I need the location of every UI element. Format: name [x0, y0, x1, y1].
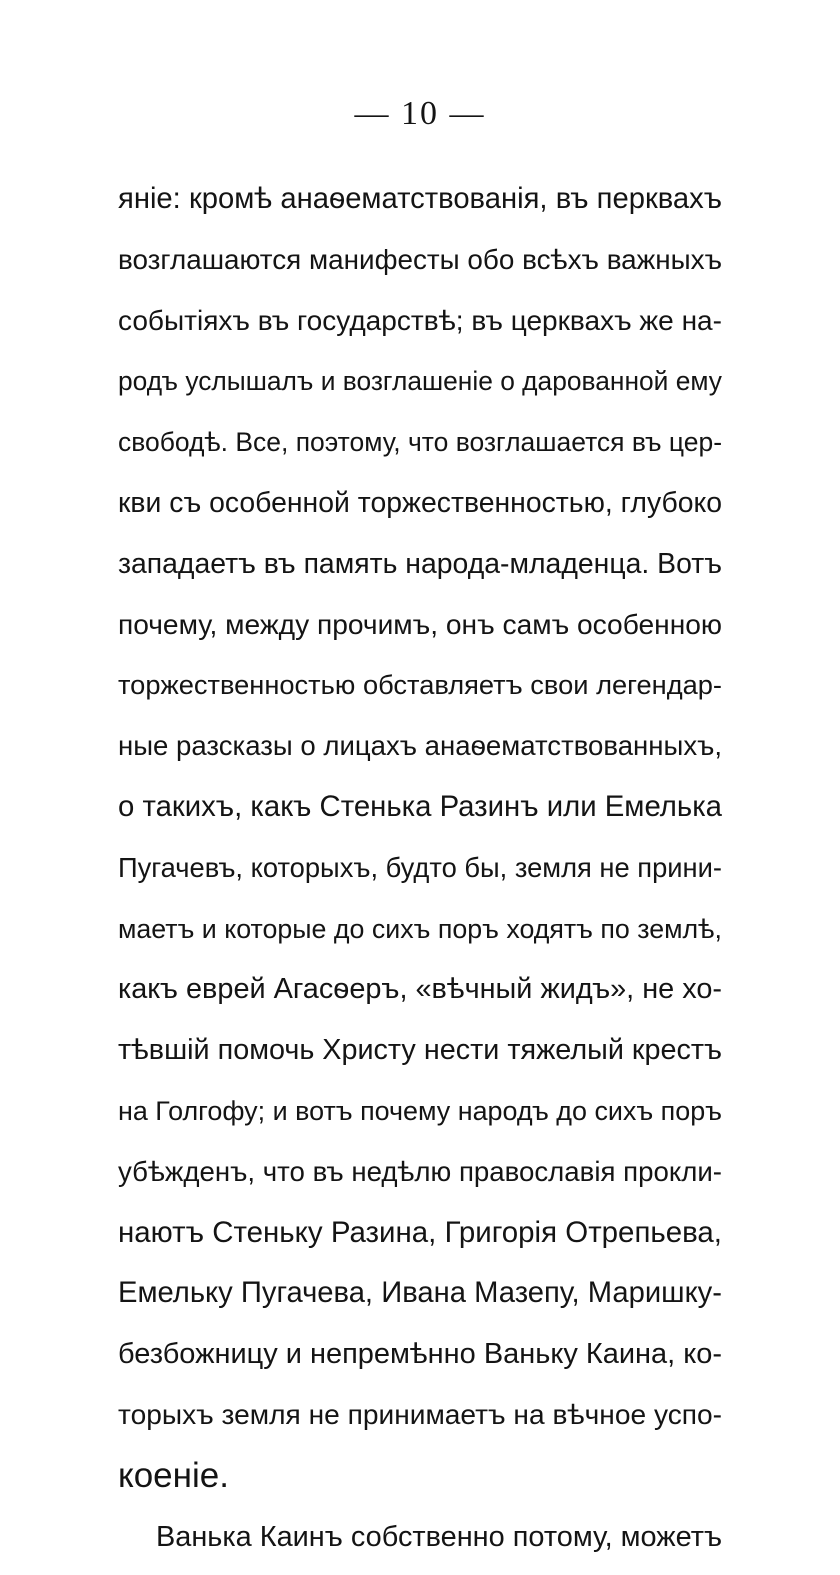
text-line: возглашаются манифесты обо всѣхъ важныхъ — [118, 243, 722, 275]
text-line: какъ еврей Агасѳеръ, «вѣчный жидъ», не хо- — [118, 973, 722, 1006]
text-line: торыхъ земля не принимаетъ на вѣчное успо- — [118, 1398, 722, 1430]
text-line: маетъ и которые до сихъ поръ ходятъ по землѣ, — [118, 913, 722, 944]
text-line: безбожницу и непремѣнно Ваньку Каина, ко- — [118, 1338, 723, 1371]
text-line: торжественностью обставляетъ свои легендар- — [118, 669, 722, 701]
text-line-paragraph-start: Ванька Каинъ собственно потому, можетъ — [156, 1520, 722, 1553]
text-line: тѣвшій помочь Христу нести тяжелый крестъ — [118, 1034, 722, 1067]
text-line-paragraph-end: коеніе. — [118, 1455, 229, 1495]
body-text — [118, 177, 722, 1575]
text-line: убѣжденъ, что въ недѣлю православія прокли- — [118, 1155, 722, 1187]
text-line: западаетъ въ память народа-младенца. Вотъ — [118, 547, 722, 580]
text-line: Пугачевъ, которыхъ, будто бы, земля не прини- — [118, 851, 723, 883]
text-line: родъ услышалъ и возглашеніе о дарованной ему — [118, 366, 722, 397]
text-line: о такихъ, какъ Стенька Разинъ или Емелька — [118, 789, 722, 823]
text-line: кви съ особенной торжественностью, глубоко — [118, 486, 722, 519]
text-line: яніе: кромѣ анаѳематствованія, въ перквахъ — [118, 183, 722, 215]
text-line: свободѣ. Все, поэтому, что возглашается въ цер- — [118, 427, 723, 458]
text-line: Емельку Пугачева, Ивана Мазепу, Маришку- — [118, 1277, 722, 1310]
text-line: ные разсказы о лицахъ анаѳематствованныхъ, — [118, 730, 723, 762]
page-number: — 10 — — [354, 95, 486, 132]
text-line: на Голгофу; и вотъ почему народъ до сихъ поръ — [118, 1095, 722, 1126]
text-line: наютъ Стеньку Разина, Григорія Отрепьева, — [118, 1215, 722, 1249]
text-line: почему, между прочимъ, онъ самъ особенною — [118, 608, 722, 640]
text-line: событіяхъ въ государствѣ; въ церквахъ же на- — [118, 304, 722, 336]
